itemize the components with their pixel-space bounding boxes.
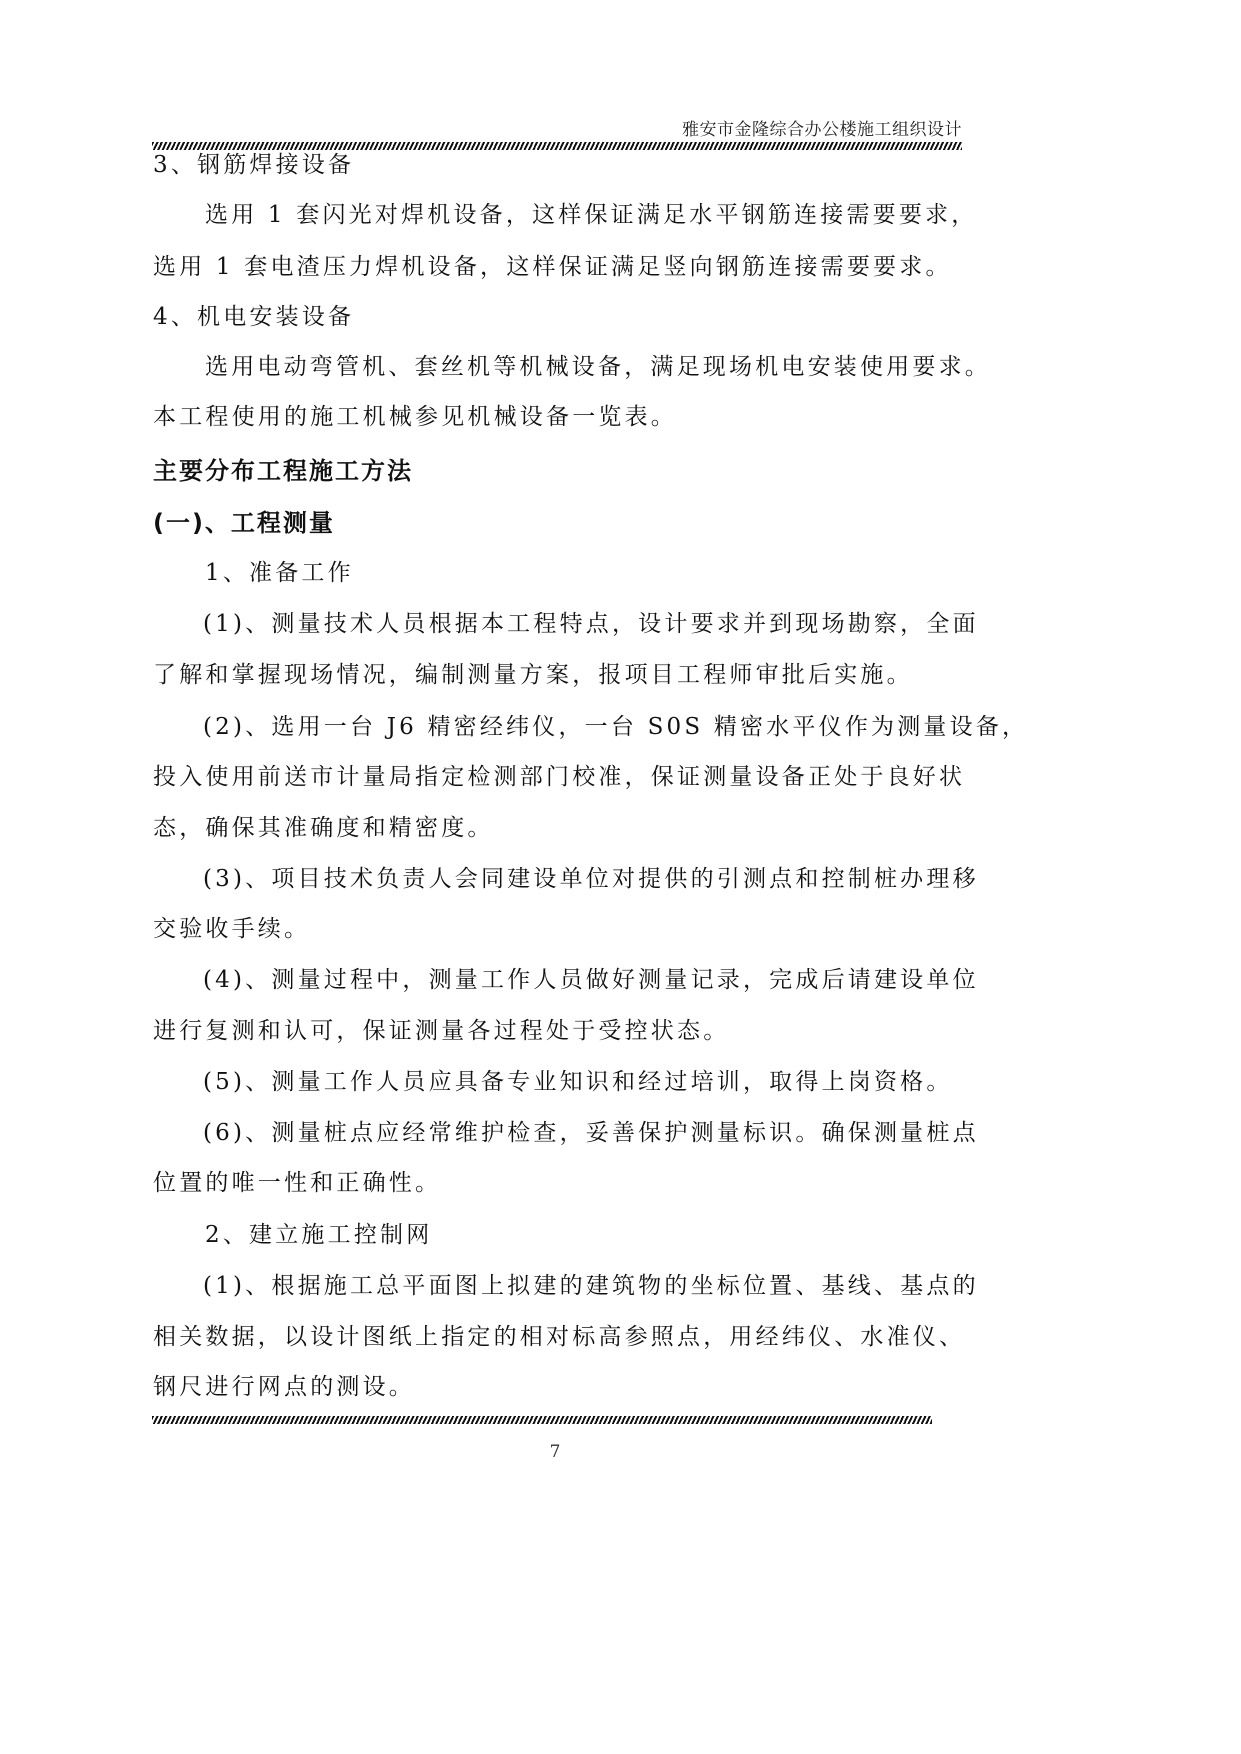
paragraph-line: 位置的唯一性和正确性。: [153, 1170, 442, 1196]
document-title: 雅安市金隆综合办公楼施工组织设计: [682, 120, 962, 140]
paragraph-line: 进行复测和认可，保证测量各过程处于受控状态。: [153, 1018, 730, 1044]
paragraph-line: (4)、测量过程中，测量工作人员做好测量记录，完成后请建设单位: [203, 967, 979, 993]
paragraph-line: 钢尺进行网点的测设。: [153, 1374, 415, 1400]
section-heading-electromechanical: 4、机电安装设备: [153, 304, 355, 330]
paragraph-line: 本工程使用的施工机械参见机械设备一览表。: [153, 404, 677, 430]
paragraph-line: 投入使用前送市计量局指定检测部门校准，保证测量设备正处于良好状: [153, 764, 966, 790]
footer-rule: [152, 1416, 932, 1424]
page-footer: [152, 1416, 932, 1476]
paragraph-line: 相关数据，以设计图纸上指定的相对标高参照点，用经纬仪、水准仪、: [153, 1324, 966, 1350]
paragraph-line: 选用 1 套闪光对焊机设备，这样保证满足水平钢筋连接需要要求，: [205, 202, 978, 228]
chapter-heading: 主要分布工程施工方法: [153, 457, 413, 485]
paragraph-line: (6)、测量桩点应经常维护检查，妥善保护测量标识。确保测量桩点: [203, 1120, 979, 1146]
paragraph-line: 态，确保其准确度和精密度。: [153, 815, 494, 841]
paragraph-line: 交验收手续。: [153, 916, 311, 942]
item-heading: 2、建立施工控制网: [205, 1222, 433, 1248]
paragraph-line: (2)、选用一台 J6 精密经纬仪，一台 S0S 精密水平仪作为测量设备，: [203, 714, 1029, 740]
subsection-heading: (一)、工程测量: [153, 509, 335, 537]
paragraph-line: (1)、测量技术人员根据本工程特点，设计要求并到现场勘察，全面: [203, 611, 979, 637]
section-heading-welding: 3、钢筋焊接设备: [153, 152, 355, 178]
paragraph-line: (1)、根据施工总平面图上拟建的建筑物的坐标位置、基线、基点的: [203, 1273, 979, 1299]
paragraph-line: (5)、测量工作人员应具备专业知识和经过培训，取得上岗资格。: [203, 1069, 953, 1095]
paragraph-line: 了解和掌握现场情况，编制测量方案，报项目工程师审批后实施。: [153, 662, 913, 688]
paragraph-line: 选用电动弯管机、套丝机等机械设备，满足现场机电安装使用要求。: [205, 354, 991, 380]
page-number: 7: [549, 1442, 561, 1462]
paragraph-line: (3)、项目技术负责人会同建设单位对提供的引测点和控制桩办理移: [203, 866, 979, 892]
paragraph-line: 选用 1 套电渣压力焊机设备，这样保证满足竖向钢筋连接需要要求。: [153, 254, 952, 280]
item-heading: 1、准备工作: [205, 560, 354, 586]
